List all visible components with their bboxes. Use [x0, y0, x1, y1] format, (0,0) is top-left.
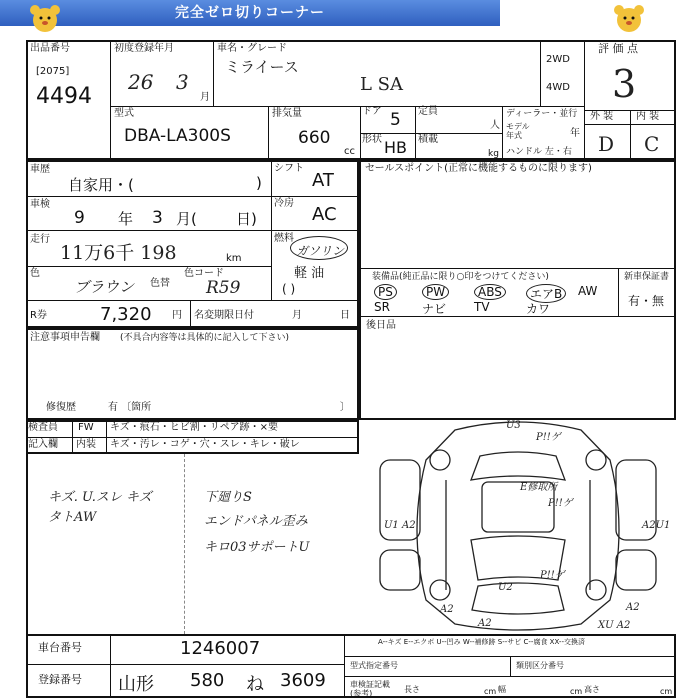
color-label: 色 [30, 268, 40, 279]
type-label: 型式 [114, 108, 134, 119]
displacement-label: 排気量 [272, 108, 302, 119]
bear-mascot-left-icon [28, 4, 62, 34]
air-conditioning: AC [312, 204, 337, 225]
repair-label: 修復歴 [46, 402, 76, 413]
body-shape: HB [384, 138, 408, 157]
interior-row-label: 内装 [76, 439, 96, 450]
name-change-day: 日 [340, 310, 350, 321]
equipment-item: PS [374, 284, 397, 300]
km-unit: km [226, 253, 242, 264]
interior-items: キズ・汚レ・コゲ・穴・スレ・キレ・破レ [110, 439, 300, 450]
displacement: 660 [298, 128, 331, 148]
fuel-gasoline: ガソリン [296, 244, 345, 258]
inspection-label: 車検 [30, 199, 50, 210]
inspector-label: 検査員 [28, 422, 58, 433]
shift-label: シフト [274, 163, 304, 174]
note-column-label: 記入欄 [28, 439, 58, 450]
name-change-label: 名変期限日付 [194, 310, 254, 321]
mileage: 11万6千 198 [60, 242, 177, 264]
plate-kana: ね [246, 674, 264, 695]
equipment-item: ABS [474, 284, 506, 300]
car-grade: L SA [360, 74, 404, 95]
length-unit: cm [484, 687, 497, 696]
drive-4wd: 4WD [546, 82, 570, 93]
width-unit: cm [570, 687, 583, 696]
plate-label: 登録番号 [38, 673, 82, 686]
equipment-item: ナビ [422, 302, 447, 316]
history-value: 自家用・( [68, 176, 134, 194]
color: ブラウン [74, 278, 135, 296]
equipment-item: PW [422, 284, 449, 300]
registration-ref-label: 車検証記載(参考) [350, 680, 390, 698]
drive-2wd: 2WD [546, 54, 570, 65]
dealer-label: ディーラー・並行 [506, 109, 578, 119]
cc-unit: cc [344, 146, 355, 157]
interior-grade: C [644, 132, 660, 156]
chassis-number: 1246007 [180, 638, 261, 659]
equipment-item: カワ [526, 302, 551, 316]
plate-class: 580 [190, 670, 225, 691]
damage-mark: A2 [478, 618, 492, 629]
recycle-label: R券 [30, 310, 47, 321]
sales-point-label: セールスポイント(正常に機能するものに限ります) [365, 163, 592, 174]
month-unit: 月 [200, 92, 210, 103]
equipment-item: SR [374, 300, 390, 314]
model-code: DBA-LA300S [124, 126, 231, 146]
height-label: 高さ [584, 685, 600, 694]
fw-items: キズ・痕石・ヒビ割・リペア跡・×要 [110, 422, 278, 433]
page-banner: 完全ゼロ切りコーナー [0, 0, 500, 26]
model-year-label: モデル年式 [506, 122, 530, 140]
damage-mark: XU A2 [598, 620, 631, 631]
door-label: ドア [362, 106, 382, 117]
handnote-left-1: キズ. U.スレ キズ [48, 490, 152, 505]
history-label: 車歴 [30, 164, 50, 175]
damage-mark: P!!ゲ [536, 432, 561, 443]
equipment-item: エアB [526, 284, 566, 303]
damage-mark: A2 [440, 604, 454, 615]
equipment-label: 装備品(純正品に限り○印をつけてください) [372, 272, 549, 282]
history-close: ) [256, 174, 262, 192]
fw-label: FW [78, 422, 94, 433]
overall-score: 3 [612, 62, 637, 106]
car-name-label: 車名・グレード [217, 43, 287, 54]
sales-equipment-block [359, 160, 676, 420]
inspection-month: 3 [152, 208, 163, 228]
first-registration-month: 3 [176, 70, 189, 94]
fuel-paren: ( ) [282, 282, 296, 296]
exterior-grade: D [598, 132, 615, 156]
chassis-label: 車台番号 [38, 641, 82, 654]
inspection-month-unit: 月( [176, 210, 197, 228]
fuel-circle-mark [290, 236, 348, 260]
ac-label: 冷房 [274, 198, 294, 209]
damage-mark: P!!ゲ [548, 498, 573, 509]
inspection-day-unit: 日) [236, 210, 257, 228]
warranty-options: 有・無 [628, 294, 665, 308]
type-designation-label: 型式指定番号 [350, 661, 398, 670]
inspection-year-unit: 年 [118, 210, 134, 228]
handnote-right-3: キロ03サポートU [204, 540, 310, 555]
bear-mascot-right-icon [612, 4, 646, 34]
damage-mark: A2 [626, 602, 640, 613]
exterior-label: 外 装 [590, 111, 614, 122]
damage-mark: A2U1 [642, 520, 671, 531]
notes-hint: (不具合内容等は具体的に記入して下さい) [120, 333, 290, 343]
damage-mark: P!!ゲ [540, 570, 565, 581]
width-label: 幅 [498, 685, 506, 694]
warranty-label: 新車保証書 [624, 272, 670, 282]
first-registration-year: 26 [128, 70, 154, 94]
damage-mark: E修取所 [520, 482, 558, 493]
yen-unit: 円 [172, 310, 182, 321]
load-unit: kg [488, 149, 499, 159]
handle-label: ハンドル 左・右 [506, 147, 572, 157]
mileage-label: 走行 [30, 234, 50, 245]
color-code-label: 色コード [184, 268, 224, 279]
fuel-diesel: 軽 油 [294, 266, 325, 281]
repair-close: 〕 [340, 402, 350, 413]
lot-number: 4494 [36, 84, 92, 109]
damage-mark: U1 A2 [384, 520, 416, 531]
damage-mark: U3 [506, 420, 521, 431]
first-registration-label: 初度登録年月 [114, 43, 174, 54]
equipment-item: AW [578, 284, 598, 298]
interior-label: 内 装 [636, 111, 660, 122]
plate-region: 山形 [118, 674, 154, 695]
plate-number: 3609 [280, 670, 326, 691]
year-unit: 年 [570, 128, 580, 139]
damage-mark: U2 [498, 582, 513, 593]
car-name: ミライース [225, 58, 299, 76]
damage-legend: A--キズ E--エクボ U--凹み W--補修跡 S--サビ C--腐食 XX--交換済 [378, 638, 585, 646]
handnote-right-2: エンドパネル歪み [204, 514, 308, 529]
name-change-month: 月 [292, 310, 302, 321]
fuel-label: 燃料 [274, 233, 294, 244]
length-label: 長さ [404, 685, 420, 694]
handnote-left-2: タトAW [48, 510, 97, 525]
load-label: 積載 [418, 134, 438, 145]
rear-item-label: 後日品 [366, 320, 396, 331]
score-label: 評 価 点 [598, 42, 638, 55]
lot-number-label: 出品番号 [30, 43, 70, 54]
inspection-year: 9 [74, 208, 85, 228]
color-code: R59 [206, 278, 241, 298]
capacity-label: 定員 [418, 106, 438, 117]
lot-subnumber: [2075] [36, 66, 70, 77]
paint-label: 色替 [150, 278, 170, 289]
handnote-right-1: 下廻りS [204, 490, 252, 505]
notes-label: 注意事項申告欄 [30, 332, 100, 343]
shift: AT [312, 170, 334, 191]
repair-value: 有 〔箇所 [108, 402, 152, 413]
class-number-label: 類別区分番号 [516, 661, 564, 670]
doors: 5 [390, 110, 401, 130]
shape-label: 形状 [362, 134, 382, 145]
capacity-unit: 人 [490, 120, 500, 131]
equipment-item: TV [474, 300, 490, 314]
recycle-fee: 7,320 [100, 304, 152, 325]
height-unit: cm [660, 687, 673, 696]
